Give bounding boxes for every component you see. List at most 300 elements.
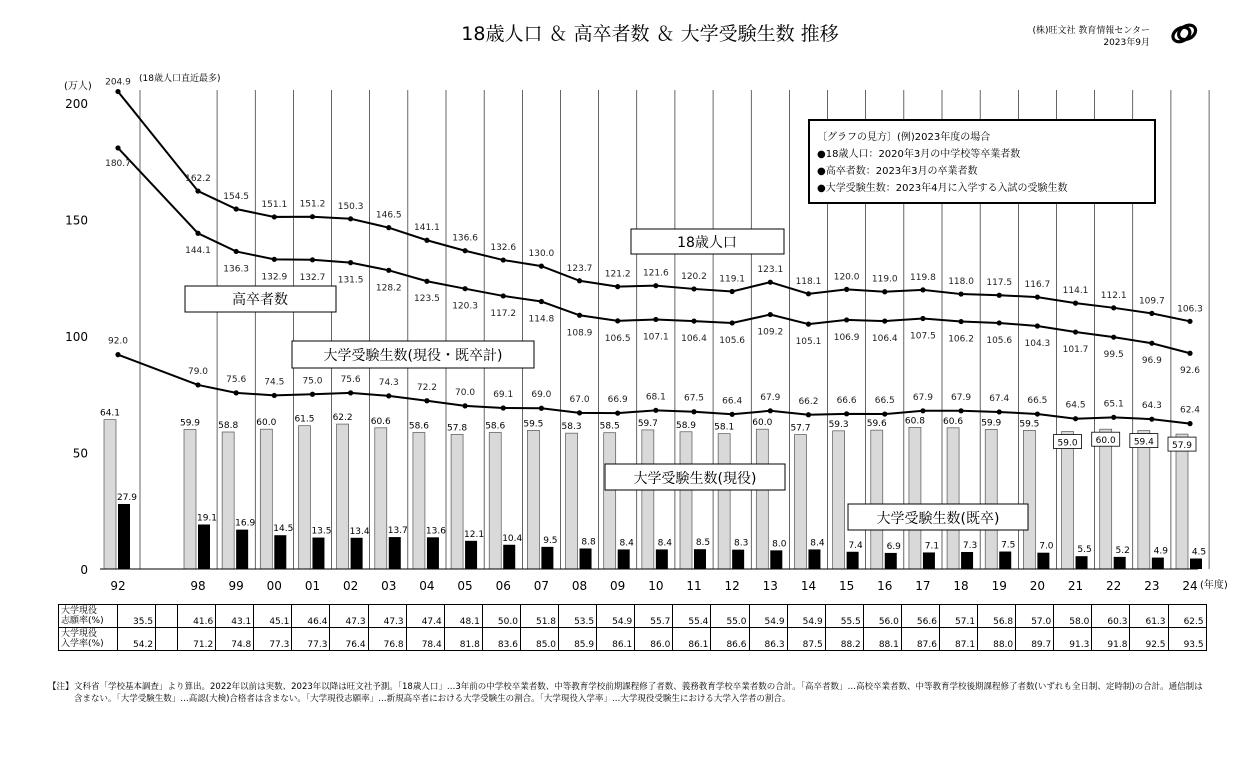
y-tick-label: 50 (72, 446, 88, 461)
x-tick-label: 12 (724, 579, 740, 593)
stats-cell: 81.8 (444, 628, 482, 651)
bar-graduate (1037, 553, 1049, 569)
bar-graduate (503, 545, 515, 569)
line-data-label: 107.1 (642, 332, 669, 343)
series-point (844, 287, 849, 292)
stats-cell: 56.8 (978, 605, 1016, 628)
series-point (653, 317, 658, 322)
bar-current-label: 59.5 (523, 419, 544, 430)
series-point (958, 291, 963, 296)
series-point (234, 249, 239, 254)
bar-graduate-label: 9.5 (543, 535, 558, 546)
legend-line-3: ●大学受験生数：2023年4月に入学する入試の受験生数 (817, 183, 1068, 194)
line-data-label: 109.2 (757, 327, 784, 338)
bar-current (337, 424, 349, 569)
bar-current-label: 58.3 (561, 422, 582, 433)
line-data-label: 112.1 (1100, 290, 1127, 301)
series-point (730, 320, 735, 325)
bar-current-label: 58.6 (485, 421, 506, 432)
line-data-label: 99.5 (1103, 350, 1124, 361)
bar-graduate (274, 535, 286, 569)
stats-cell: 54.9 (787, 605, 825, 628)
stats-gap-cell (156, 628, 178, 651)
bar-graduate (198, 524, 210, 569)
line-data-label: 92.0 (107, 336, 129, 347)
bar-current-label: 58.8 (218, 420, 239, 431)
bar-graduate (580, 548, 592, 569)
stats-row-header (59, 605, 118, 628)
label-graduate: 大学受験生数(既卒) (876, 511, 1000, 527)
bar-current (451, 434, 463, 569)
bar-graduate (732, 550, 744, 569)
x-tick-label: 14 (800, 579, 817, 593)
footnote-text: 文科省「学校基本調査」より算出。2022年以前は実数、2023年以降は旺文社予測。「18歳人口」…3年前の中学校卒業者数、中等教育学校前期課程修了者数、義務教育学校卒業者数の合計。「高卒者数」…高校卒業者数、中等教育学校後期課程修了者数(いずれも全日制、定時制)の合計。通信制は含まない。「大学受験生数」…高認(大検)合格者は含まない。「大学現役志願率」…新規高卒者における大学受験生の割合。「大学現役入学率」…大学現役受験生における大学入学者の割合。 (74, 682, 1203, 704)
x-tick-label: 92 (110, 579, 126, 593)
x-tick-label: 07 (533, 579, 550, 593)
x-axis-unit: (年度) (1200, 580, 1228, 591)
series-point (653, 408, 658, 413)
line-data-label: 120.0 (833, 272, 860, 283)
bar-graduate (885, 553, 897, 569)
line-data-label: 70.0 (455, 387, 476, 398)
bar-graduate (1114, 557, 1126, 569)
line-data-label: 118.1 (795, 276, 822, 287)
series-point (806, 291, 811, 296)
line-data-label: 67.4 (989, 393, 1010, 404)
x-tick-label: 99 (228, 579, 244, 593)
series-point (997, 320, 1002, 325)
line-data-label: 131.5 (337, 275, 364, 286)
series-point (882, 318, 887, 323)
line-data-label: 104.3 (1024, 338, 1051, 349)
publisher-text: (株)旺文社 教育情報センター (1032, 26, 1150, 36)
series-point (501, 257, 506, 262)
bar-graduate (618, 549, 630, 569)
bar-graduate-label: 13.6 (425, 526, 446, 537)
bar-graduate (770, 550, 782, 569)
series-point (1111, 305, 1116, 310)
label-box-total (292, 341, 534, 368)
x-tick-label: 03 (381, 579, 397, 593)
series-point (1187, 319, 1192, 324)
stats-cell: 85.0 (520, 628, 558, 651)
series-point (1149, 311, 1154, 316)
stats-cell: 78.4 (406, 628, 444, 651)
stats-row-header (59, 628, 118, 651)
bar-current (756, 429, 768, 569)
label-box-18sai (631, 229, 784, 254)
series-point (615, 284, 620, 289)
footnote-lead: 【注】 (48, 682, 74, 692)
series-point (348, 216, 353, 221)
line-data-label: 106.4 (681, 334, 707, 345)
stats-row-header-line: 大学現役 (61, 606, 98, 616)
series-point (844, 411, 849, 416)
stats-cell: 57.0 (1016, 605, 1054, 628)
line-data-label: 136.3 (223, 264, 250, 275)
series-point (1035, 323, 1040, 328)
line-data-label: 69.0 (531, 390, 552, 401)
line-data-label: 75.6 (340, 374, 361, 385)
line-data-label: 132.6 (490, 243, 517, 254)
line-data-label: 119.0 (871, 274, 898, 285)
series-point (1149, 417, 1154, 422)
bar-graduate-label: 7.1 (924, 541, 940, 552)
line-data-label: 66.9 (607, 395, 628, 406)
bar-current-label: 59.6 (866, 419, 887, 430)
line-data-label: 123.1 (757, 265, 784, 276)
series-point (1111, 415, 1116, 420)
stats-row-header-line: 入学率(%) (61, 639, 104, 649)
series-point (920, 287, 925, 292)
bar-graduate-label: 10.4 (502, 533, 523, 544)
stats-cell: 46.4 (292, 605, 330, 628)
series-point (424, 279, 429, 284)
label-current: 大学受験生数(現役) (633, 471, 757, 487)
bar-current (871, 430, 883, 569)
stats-cell: 86.3 (749, 628, 787, 651)
stats-cell: 91.3 (1054, 628, 1092, 651)
line-data-label: 141.1 (414, 223, 440, 234)
stats-cell: 88.1 (863, 628, 901, 651)
line-data-label: 106.4 (871, 334, 898, 345)
series-point (615, 411, 620, 416)
series-point (882, 411, 887, 416)
bar-current-label: 57.8 (447, 423, 468, 434)
bar-graduate-label: 14.5 (273, 524, 294, 535)
stats-cell: 86.1 (597, 628, 635, 651)
line-data-label: 106.3 (1177, 304, 1203, 315)
legend-title: 〔グラフの見方〕(例)2023年度の場合 (817, 132, 991, 143)
series-point (730, 412, 735, 417)
bar-current-label: 59.3 (828, 419, 849, 430)
bar-current-label: 58.6 (408, 421, 429, 432)
bar-current (489, 432, 501, 569)
x-tick-label: 24 (1182, 579, 1198, 593)
x-tick-label: 98 (190, 579, 206, 593)
x-tick-label: 22 (1106, 579, 1122, 593)
series-point (882, 289, 887, 294)
y-tick-label: 150 (65, 213, 88, 228)
stats-cell: 87.5 (787, 628, 825, 651)
bar-current-label: 60.6 (943, 416, 964, 427)
series-point (1035, 411, 1040, 416)
series-point (539, 264, 544, 269)
bar-current-label: 59.7 (637, 418, 658, 429)
bar-graduate-label: 8.3 (733, 538, 749, 549)
stats-cell: 43.1 (216, 605, 254, 628)
x-tick-label: 04 (419, 579, 435, 593)
line-data-label: 74.3 (378, 377, 399, 388)
stats-cell: 51.8 (520, 605, 558, 628)
line-data-label: 67.0 (569, 394, 590, 405)
bar-current-label: 58.1 (714, 422, 735, 433)
series-point (310, 214, 315, 219)
line-data-label: 65.1 (1103, 399, 1124, 410)
series-point (348, 260, 353, 265)
series-point (272, 393, 277, 398)
x-tick-label: 08 (571, 579, 588, 593)
bar-graduate (236, 530, 248, 569)
stats-cell: 56.0 (863, 605, 901, 628)
bar-current (642, 430, 654, 569)
bar-graduate-label: 19.1 (196, 513, 218, 524)
x-tick-label: 21 (1067, 579, 1084, 593)
bar-graduate-label: 8.5 (695, 538, 711, 549)
stats-cell: 56.6 (901, 605, 939, 628)
line-data-label: 132.7 (299, 272, 326, 283)
publish-date: 2023年9月 (1103, 38, 1150, 48)
line-data-label: 64.3 (1141, 401, 1162, 412)
bar-current-label: 57.9 (1171, 441, 1193, 452)
stats-cell: 55.0 (711, 605, 749, 628)
series-point (386, 393, 391, 398)
line-data-label: 75.0 (302, 376, 323, 387)
series-point (424, 238, 429, 243)
bar-graduate (351, 538, 363, 569)
line-data-label: 162.2 (185, 174, 211, 185)
series-point (730, 289, 735, 294)
y-axis-unit: (万人) (64, 81, 92, 92)
publisher-logo (1170, 22, 1198, 44)
x-tick-label: 23 (1144, 579, 1160, 593)
line-data-label: 204.9 (105, 77, 131, 88)
series-point (386, 268, 391, 273)
x-tick-label: 17 (915, 579, 931, 593)
stats-cell: 87.6 (901, 628, 939, 651)
series-point (424, 398, 429, 403)
bar-current (1100, 429, 1112, 569)
stats-cell: 55.4 (673, 605, 711, 628)
series-point (310, 257, 315, 262)
bar-current-label: 61.5 (294, 414, 315, 425)
line-data-label: 123.7 (566, 263, 593, 274)
series-point (615, 318, 620, 323)
legend-box (809, 120, 1155, 203)
stats-cell: 55.5 (825, 605, 863, 628)
bar-current-label: 64.1 (99, 408, 121, 419)
bar-graduate (656, 549, 668, 569)
stats-cell: 77.3 (292, 628, 330, 651)
stats-cell: 58.0 (1054, 605, 1092, 628)
bar-graduate (427, 537, 439, 569)
bar-current-label: 62.2 (332, 413, 353, 424)
line-data-label: 123.5 (414, 294, 440, 305)
line-data-label: 121.6 (642, 268, 669, 279)
line-data-label: 117.5 (986, 278, 1013, 289)
series-point (1187, 421, 1192, 426)
line-data-label: 128.2 (375, 283, 402, 294)
series-point (1149, 341, 1154, 346)
bar-graduate-label: 13.5 (311, 526, 332, 537)
stats-cell: 76.4 (330, 628, 368, 651)
series-point (958, 408, 963, 413)
series-point (386, 225, 391, 230)
line-data-label: 120.3 (452, 301, 478, 312)
series-point (1073, 301, 1078, 306)
bar-current-label: 60.0 (256, 418, 277, 429)
stats-cell: 62.5 (1168, 605, 1206, 628)
line-data-label: 62.4 (1179, 405, 1201, 416)
bar-current (604, 433, 616, 569)
y-tick-label: 0 (80, 563, 88, 577)
chart-title: 18歳人口 ＆ 高卒者数 ＆ 大学受験生数 推移 (461, 23, 839, 45)
series-point (501, 293, 506, 298)
bar-graduate-label: 12.1 (464, 529, 485, 540)
stats-cell: 86.0 (635, 628, 673, 651)
stats-cell: 47.4 (406, 605, 444, 628)
stats-cell: 86.6 (711, 628, 749, 651)
bar-current (298, 426, 310, 569)
series-point (691, 286, 696, 291)
label-kousotsu: 高卒者数 (232, 292, 288, 308)
line-data-label: 101.7 (1062, 345, 1089, 356)
series-point (806, 412, 811, 417)
line-data-label: 96.9 (1141, 356, 1162, 367)
stats-cell: 76.8 (368, 628, 406, 651)
series-point (577, 313, 582, 318)
stats-cell: 83.6 (482, 628, 520, 651)
line-data-label: 66.6 (836, 395, 857, 406)
series-point (1073, 329, 1078, 334)
bar-graduate-label: 8.0 (772, 539, 787, 550)
bar-current-label: 60.8 (904, 416, 925, 427)
bar-current (260, 429, 272, 569)
bar-graduate (808, 549, 820, 569)
line-data-label: 74.5 (264, 377, 285, 388)
stats-cell: 35.5 (118, 605, 156, 628)
bar-graduate (118, 504, 130, 569)
bar-graduate (389, 537, 401, 569)
line-data-label: 67.9 (951, 392, 972, 403)
bar-current-label: 59.5 (1019, 419, 1040, 430)
stats-row-header-line: 大学現役 (61, 629, 98, 639)
series-point (195, 188, 200, 193)
bar-current (104, 420, 116, 569)
bar-graduate-label: 7.3 (962, 540, 978, 551)
line-data-label: 79.0 (187, 366, 209, 377)
x-tick-label: 02 (342, 579, 359, 593)
x-tick-label: 05 (457, 579, 473, 593)
line-data-label: 105.1 (795, 337, 822, 348)
stats-row-header-line: 志願率(%) (61, 616, 104, 626)
bar-graduate (465, 541, 477, 569)
series-point (768, 312, 773, 317)
series-point (462, 248, 467, 253)
line-data-label: 108.9 (566, 328, 593, 339)
bar-current (1023, 430, 1035, 569)
bar-current-label: 58.9 (675, 420, 697, 431)
line-data-label: 106.2 (948, 334, 974, 345)
x-tick-label: 16 (877, 579, 893, 593)
series-point (920, 316, 925, 321)
bar-graduate-label: 7.5 (1001, 540, 1016, 551)
bar-graduate (1152, 558, 1164, 569)
label-box-graduate (848, 504, 1028, 530)
stats-cell: 48.1 (444, 605, 482, 628)
stats-cell: 89.7 (1016, 628, 1054, 651)
bar-graduate-label: 8.8 (581, 537, 596, 548)
bar-graduate-label: 5.5 (1077, 545, 1092, 556)
line-data-label: 64.5 (1065, 400, 1086, 411)
stats-cell: 53.5 (559, 605, 597, 628)
line-data-label: 114.8 (528, 314, 555, 325)
line-data-label: 119.8 (910, 272, 936, 283)
bar-graduate-label: 8.4 (657, 538, 673, 549)
series-point (234, 390, 239, 395)
series-point (806, 322, 811, 327)
bars (104, 420, 1202, 569)
line-data-label: 180.7 (105, 158, 131, 169)
series-point (234, 206, 239, 211)
series-point (1187, 351, 1192, 356)
line-data-label: 106.5 (604, 333, 631, 344)
bar-current (566, 433, 578, 569)
x-tick-label: 06 (495, 579, 511, 593)
line-data-label: 107.5 (910, 331, 936, 342)
series-point (1073, 416, 1078, 421)
line-data-label: 121.2 (604, 269, 631, 280)
stats-cell: 93.5 (1168, 628, 1206, 651)
series-point (272, 214, 277, 219)
stats-cell: 71.2 (178, 628, 216, 651)
bar-current (1138, 431, 1150, 569)
line-data-label: 151.2 (299, 199, 326, 210)
stats-cell: 86.1 (673, 628, 711, 651)
series-point (195, 231, 200, 236)
line-data-label: 146.5 (375, 210, 402, 221)
series-point (539, 299, 544, 304)
bar-current (413, 432, 425, 569)
bar-graduate-label: 8.4 (619, 538, 634, 549)
y-tick-label: 200 (65, 97, 88, 111)
bar-current (680, 432, 692, 569)
bar-current (909, 427, 921, 569)
line-data-label: 150.3 (337, 201, 364, 212)
series-point (768, 408, 773, 413)
line-data-label: 106.9 (833, 332, 860, 343)
bar-graduate-label: 13.7 (387, 526, 408, 537)
line-data-label: 67.5 (683, 393, 705, 404)
stats-cell: 47.3 (330, 605, 368, 628)
x-tick-label: 00 (266, 579, 282, 593)
stats-cell: 74.8 (216, 628, 254, 651)
series-point (653, 283, 658, 288)
footnote (48, 682, 1208, 705)
bar-current-label: 59.0 (1057, 438, 1078, 449)
bar-current (833, 431, 845, 569)
bar-current-label: 59.9 (981, 418, 1002, 429)
series-point (958, 319, 963, 324)
legend-line-1: ●18歳人口：2020年3月の中学校等卒業者数 (817, 149, 1021, 160)
line-data-label: 72.2 (416, 382, 437, 393)
bar-graduate-label: 27.9 (116, 492, 138, 503)
stats-cell: 88.2 (825, 628, 863, 651)
stats-cell: 54.9 (597, 605, 635, 628)
bar-current-label: 60.0 (752, 418, 773, 429)
series-point (195, 382, 200, 387)
x-tick-label: 18 (953, 579, 969, 593)
line-data-label: 144.1 (185, 246, 211, 257)
line-data-label: 66.5 (874, 396, 895, 407)
bar-graduate-label: 8.4 (810, 538, 825, 549)
line-data-label: 151.1 (261, 199, 288, 210)
series-point (272, 257, 277, 262)
bar-current (527, 430, 539, 569)
bar-graduate (312, 538, 324, 569)
bar-current-label: 59.9 (179, 418, 201, 429)
line-data-label: 75.6 (226, 374, 247, 385)
